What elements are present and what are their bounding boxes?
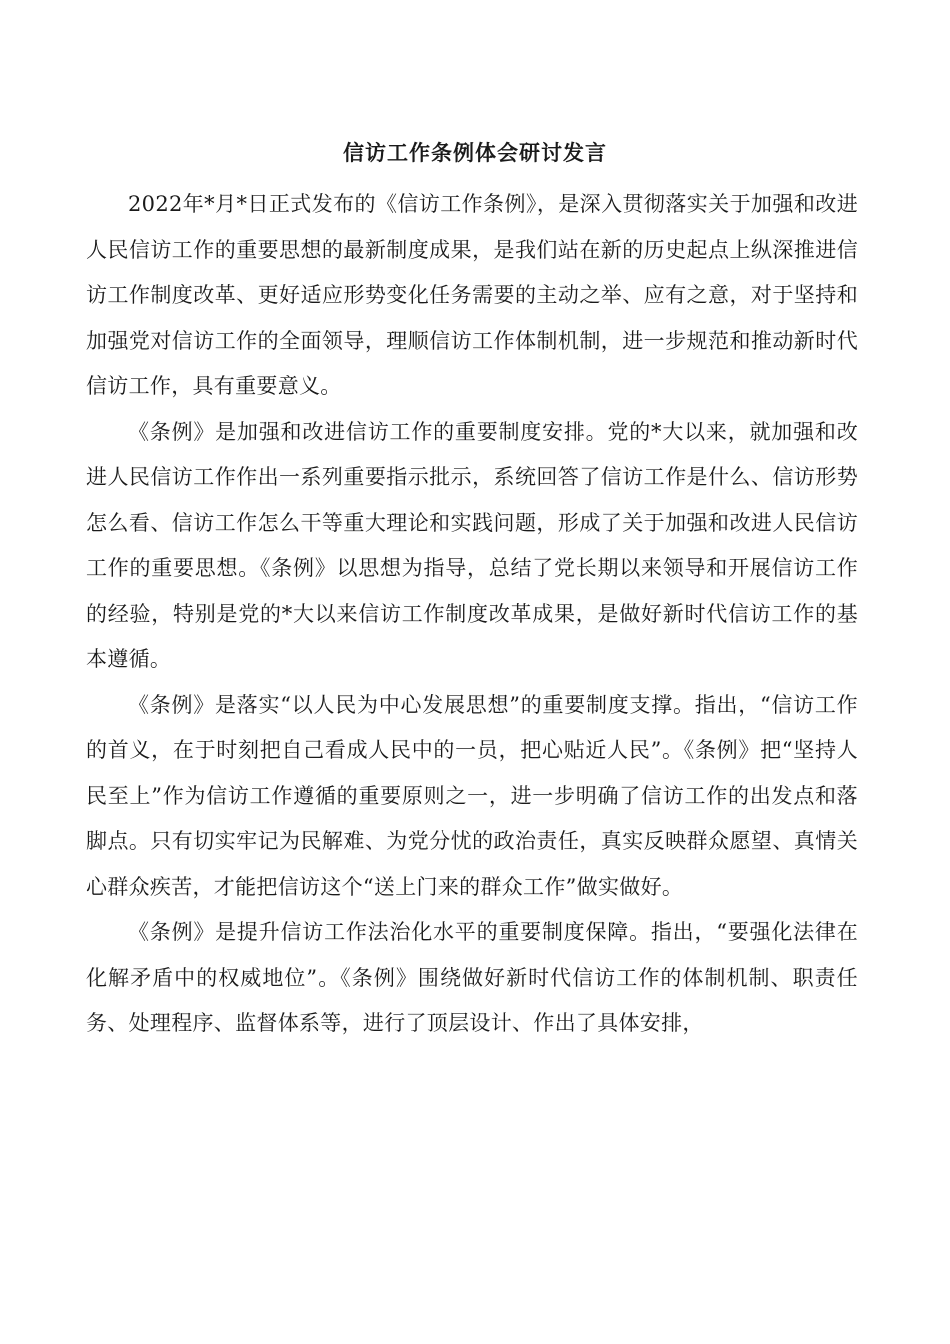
- document-title: 信访工作条例体会研讨发言: [343, 140, 607, 165]
- document-body: [86, 182, 858, 1047]
- paragraph-4: 《条例》是提升信访工作法治化水平的重要制度保障。指出，“要强化法律在化解矛盾中的权威地位”。《条例》围绕做好新时代信访工作的体制机制、职责任务、处理程序、监督体系等，进行了顶层设计、作出了具体安排，: [86, 920, 858, 1035]
- paragraph-2: 《条例》是加强和改进信访工作的重要制度安排。党的*大以来，就加强和改进人民信访工作作出一系列重要指示批示，系统回答了信访工作是什么、信访形势怎么看、信访工作怎么干等重大理论和实践问题，形成了关于加强和改进人民信访工作的重要思想。《条例》以思想为指导，总结了党长期以来领导和开展信访工作的经验，特别是党的*大以来信访工作制度改革成果，是做好新时代信访工作的基本遵循。: [86, 419, 858, 671]
- paragraph-3: 《条例》是落实“以人民为中心发展思想”的重要制度支撑。指出，“信访工作的首义，在于时刻把自己看成人民中的一员，把心贴近人民”。《条例》把“坚持人民至上”作为信访工作遵循的重要原则之一，进一步明确了信访工作的出发点和落脚点。只有切实牢记为民解难、为党分忧的政治责任，真实反映群众愿望、真情关心群众疾苦，才能把信访这个“送上门来的群众工作”做实做好。: [86, 692, 858, 899]
- paragraph-1: 2022年*月*日正式发布的《信访工作条例》，是深入贯彻落实关于加强和改进人民信访工作的重要思想的最新制度成果，是我们站在新的历史起点上纵深推进信访工作制度改革、更好适应形势变化任务需要的主动之举、应有之意，对于坚持和加强党对信访工作的全面领导，理顺信访工作体制机制，进一步规范和推动新时代信访工作，具有重要意义。: [86, 192, 858, 398]
